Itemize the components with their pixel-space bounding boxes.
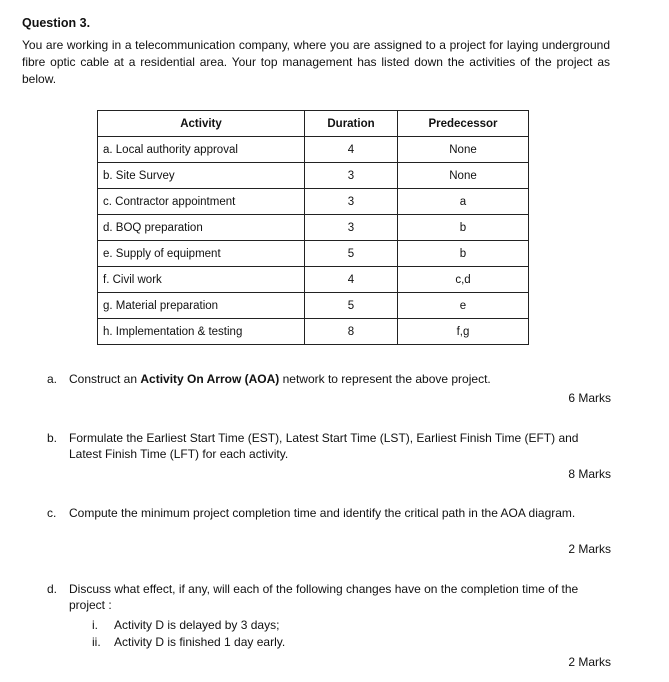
part-c	[47, 505, 612, 521]
part-a-text-before: Construct an	[69, 372, 141, 386]
question-title: Question 3.	[22, 16, 91, 30]
subitem-text: Activity D is delayed by 3 days;	[114, 618, 280, 632]
duration-cell: 4	[305, 137, 398, 163]
part-c-text: Compute the minimum project completion time and identify the critical path in the AOA diagram.	[69, 506, 576, 520]
table-row	[98, 267, 529, 293]
header-predecessor: Predecessor	[398, 111, 529, 137]
activity-cell: d. BOQ preparation	[98, 215, 305, 241]
activity-table	[97, 110, 529, 345]
activity-cell: b. Site Survey	[98, 163, 305, 189]
part-a-text-bold: Activity On Arrow (AOA)	[140, 372, 280, 386]
part-b-letter: b.	[47, 431, 58, 445]
table-row	[98, 163, 529, 189]
predecessor-cell: f,g	[398, 319, 529, 345]
activity-cell: c. Contractor appointment	[98, 189, 305, 215]
activity-cell: e. Supply of equipment	[98, 241, 305, 267]
header-duration: Duration	[305, 111, 398, 137]
header-activity: Activity	[98, 111, 305, 137]
part-c-letter: c.	[47, 506, 57, 520]
table-row	[98, 319, 529, 345]
duration-cell: 5	[305, 293, 398, 319]
activity-cell: h. Implementation & testing	[98, 319, 305, 345]
part-d-letter: d.	[47, 582, 58, 596]
part-d-subitem	[92, 617, 279, 633]
part-b	[47, 430, 612, 462]
predecessor-cell: c,d	[398, 267, 529, 293]
part-b-marks: 8 Marks	[568, 467, 611, 481]
predecessor-cell: a	[398, 189, 529, 215]
part-a-text-after: network to represent the above project.	[279, 372, 491, 386]
part-b-text: Formulate the Earliest Start Time (EST), Latest Start Time (LST), Earliest Finish Time (EFT) and Latest Finish Time (LFT) for each activity.	[69, 431, 579, 461]
duration-cell: 4	[305, 267, 398, 293]
predecessor-cell: None	[398, 163, 529, 189]
table-row	[98, 241, 529, 267]
duration-cell: 8	[305, 319, 398, 345]
part-d	[47, 581, 612, 613]
part-a-marks: 6 Marks	[568, 391, 611, 405]
predecessor-cell: b	[398, 241, 529, 267]
predecessor-cell: e	[398, 293, 529, 319]
table-row	[98, 215, 529, 241]
duration-cell: 3	[305, 189, 398, 215]
part-d-subitem	[92, 634, 285, 650]
duration-cell: 3	[305, 163, 398, 189]
part-c-marks: 2 Marks	[568, 542, 611, 556]
table-row	[98, 189, 529, 215]
part-a	[47, 371, 612, 387]
predecessor-cell: b	[398, 215, 529, 241]
part-a-text	[69, 371, 612, 387]
subitem-number: i.	[92, 618, 98, 632]
activity-cell: g. Material preparation	[98, 293, 305, 319]
table-header-row	[98, 111, 529, 137]
activity-cell: a. Local authority approval	[98, 137, 305, 163]
duration-cell: 5	[305, 241, 398, 267]
subitem-text: Activity D is finished 1 day early.	[114, 635, 286, 649]
part-a-letter: a.	[47, 372, 58, 386]
subitem-number: ii.	[92, 635, 101, 649]
table-row	[98, 137, 529, 163]
duration-cell: 3	[305, 215, 398, 241]
activity-cell: f. Civil work	[98, 267, 305, 293]
part-d-marks: 2 Marks	[568, 655, 611, 669]
question-intro: You are working in a telecommunication company, where you are assigned to a project for laying underground fibre optic cable at a residential area. Your top management has listed down the activities of the project as below.	[22, 38, 610, 86]
predecessor-cell: None	[398, 137, 529, 163]
part-d-text: Discuss what effect, if any, will each of the following changes have on the completion time of the project :	[69, 582, 579, 612]
table-row	[98, 293, 529, 319]
